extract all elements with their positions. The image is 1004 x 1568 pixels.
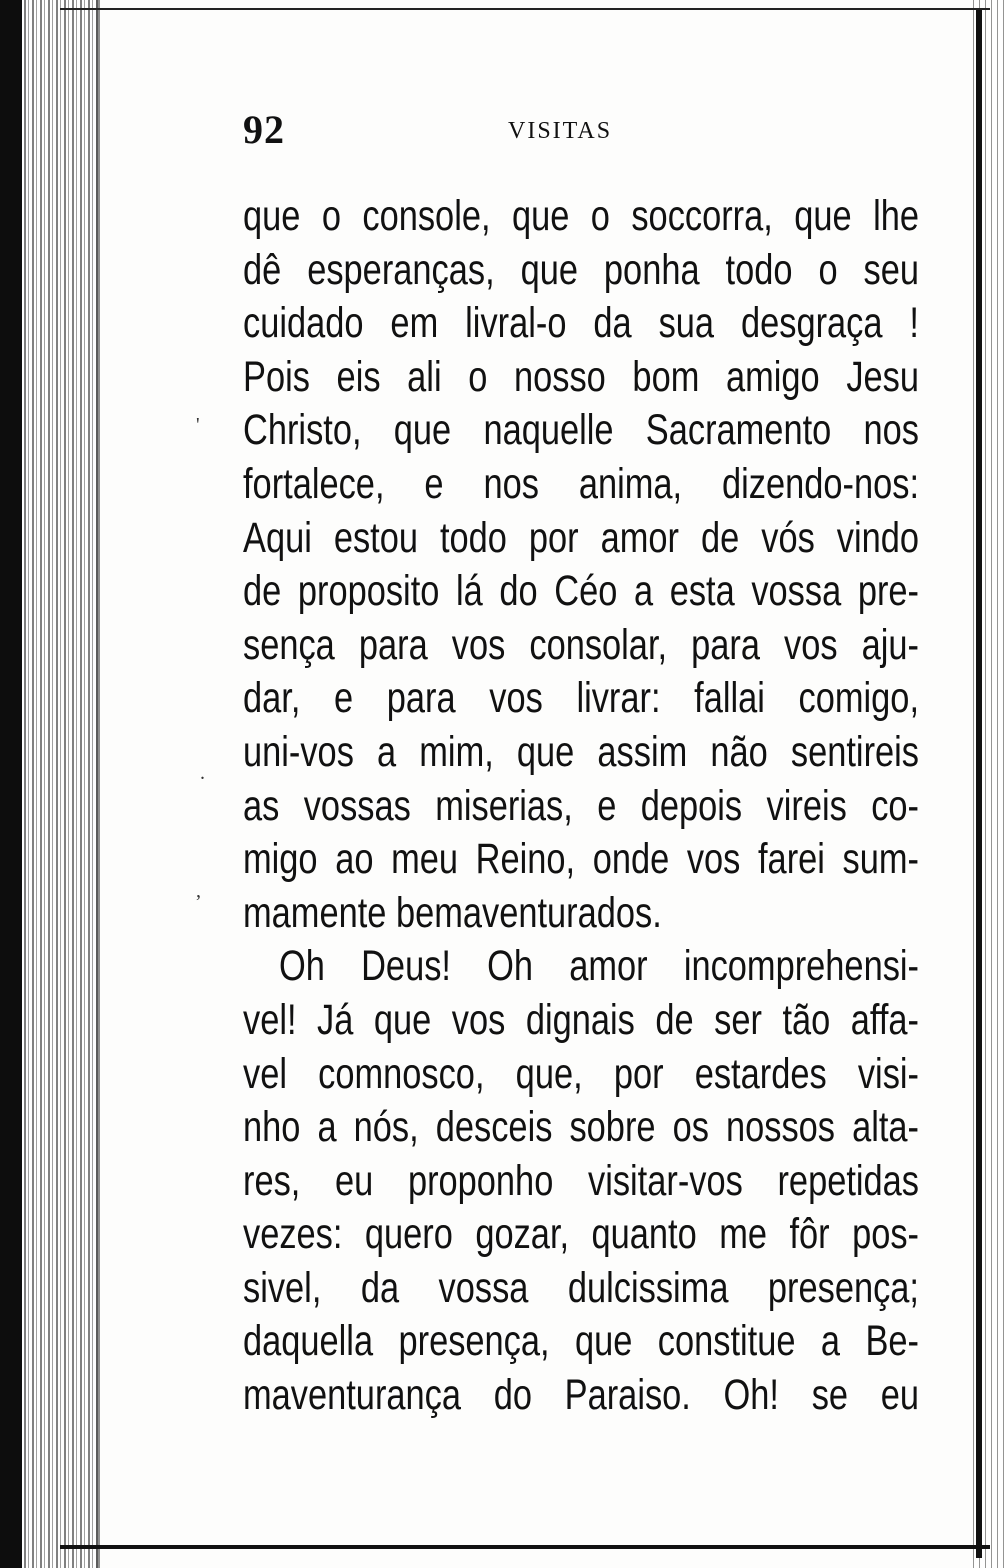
text-line: de proposito lá do Céo a esta vossa pre- bbox=[243, 567, 919, 616]
page-number: 92 bbox=[243, 107, 285, 152]
text-line: sença para vos consolar, para vos aju- bbox=[243, 620, 919, 669]
text-line: migo ao meu Reino, onde vos farei sum- bbox=[243, 835, 919, 884]
text-line: sivel, da vossa dulcissima presença; bbox=[243, 1263, 919, 1312]
text-line: vel comnosco, que, por estardes visi- bbox=[243, 1049, 919, 1098]
text-line: vel! Já que vos dignais de ser tão affa- bbox=[243, 995, 919, 1044]
text-line: Pois eis ali o nosso bom amigo Jesu bbox=[243, 352, 919, 401]
stray-mark: . bbox=[200, 762, 205, 784]
text-line: cuidado em livral-o da sua desgraça ! bbox=[243, 299, 919, 348]
stray-mark: , bbox=[196, 880, 201, 902]
page-top-border bbox=[60, 8, 990, 10]
text-line: res, eu proponho visitar-vos repetidas bbox=[243, 1156, 919, 1205]
text-line-paragraph-start: Oh Deus! Oh amor incomprehensi- bbox=[279, 942, 919, 991]
stray-mark: ' bbox=[196, 414, 200, 436]
text-line: dar, e para vos livrar: fallai comigo, bbox=[243, 674, 919, 723]
text-line: nho a nós, desceis sobre os nossos alta- bbox=[243, 1103, 919, 1152]
page-right-border bbox=[976, 10, 982, 1558]
text-line: que o console, que o soccorra, que lhe bbox=[243, 192, 919, 240]
text-line: daquella presença, que constitue a Be- bbox=[243, 1317, 919, 1366]
text-line: dê esperanças, que ponha todo o seu bbox=[243, 245, 919, 294]
running-head: VISITAS bbox=[508, 118, 613, 144]
text-line: fortalece, e nos anima, dizendo-nos: bbox=[243, 459, 919, 508]
text-line: uni-vos a mim, que assim não sentireis bbox=[243, 727, 919, 776]
text-line: Christo, que naquelle Sacramento nos bbox=[243, 406, 919, 455]
text-line: maventurança do Paraiso. Oh! se eu bbox=[243, 1371, 919, 1420]
text-line: vezes: quero gozar, quanto me fôr pos- bbox=[243, 1210, 919, 1259]
text-line: mamente bemaventurados. bbox=[243, 888, 662, 937]
page-header bbox=[243, 106, 923, 156]
body-text bbox=[243, 190, 919, 1423]
binding-inner-edge bbox=[96, 0, 100, 1568]
text-line: as vossas miserias, e depois vireis co- bbox=[243, 781, 919, 830]
page-bottom-border bbox=[60, 1545, 990, 1549]
text-line: Aqui estou todo por amor de vós vindo bbox=[243, 513, 919, 562]
binding-dark-edge bbox=[0, 0, 22, 1568]
